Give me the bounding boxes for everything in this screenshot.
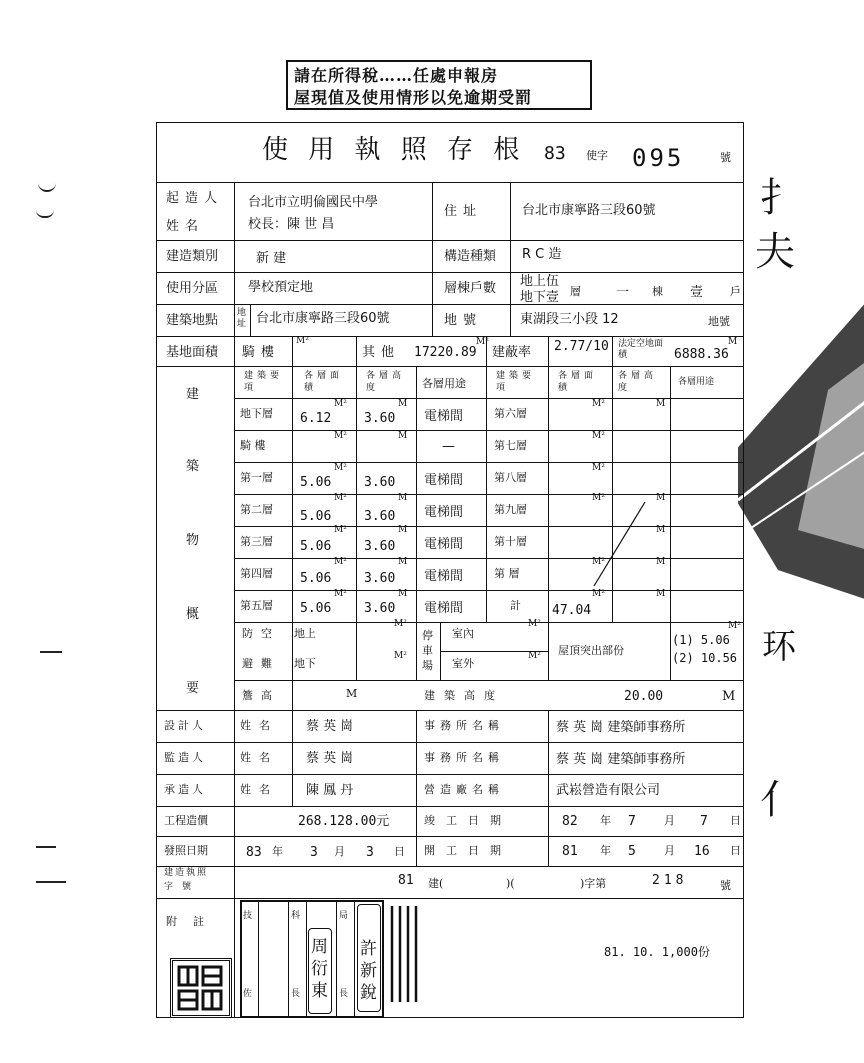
- floor-name-right: 計: [510, 599, 521, 612]
- floor-name: 第五層: [240, 599, 273, 612]
- supervisor-office: 蔡 英 崗 建築師事務所: [556, 752, 686, 767]
- cost-label: 工程造價: [164, 814, 208, 827]
- grid-line: [292, 336, 293, 366]
- roof-value-2: (2) 10.56: [672, 651, 738, 665]
- floors-count-label: 層棟戶數: [444, 281, 497, 296]
- shelter-below: 地下: [294, 657, 316, 670]
- issue-month: 3: [310, 845, 318, 860]
- build-type-value: 新 建: [256, 251, 287, 266]
- permit-ref-suffix: 號: [720, 879, 731, 892]
- section-char: 概: [186, 607, 200, 622]
- floor-use: 電梯間: [424, 409, 464, 424]
- supervisor-name-label: 姓名: [240, 751, 278, 764]
- area-unit: M²: [334, 399, 347, 409]
- area-unit: M²: [334, 557, 347, 567]
- floors-col-height-right: 各層高度: [618, 371, 658, 393]
- permit-label-1: 建造執照: [164, 868, 209, 878]
- applicant-name-label: 姓名: [166, 219, 205, 234]
- month-unit: 月: [664, 814, 675, 827]
- grid-line: [356, 336, 357, 366]
- scan-mark: [38, 180, 56, 192]
- permit-ref-mid: )(: [506, 877, 515, 890]
- floor-height: 3.60: [364, 601, 396, 616]
- sig-label: 局: [339, 911, 349, 921]
- sig-label: 長: [291, 989, 301, 999]
- height-unit: M: [398, 431, 408, 441]
- cancel-slash: [590, 500, 650, 590]
- height-unit: M: [656, 525, 666, 535]
- grid-line: [354, 900, 355, 1018]
- shelter-unit: M²: [394, 651, 407, 661]
- supervisor-label: 監造人: [164, 751, 206, 764]
- coverage-ratio: 2.77/10: [554, 339, 609, 354]
- overlap-stamp-shape: [738, 300, 864, 610]
- designer-office: 蔡 英 崗 建築師事務所: [556, 720, 686, 735]
- shelter-above: 地上: [294, 627, 316, 640]
- total-area: 47.04: [552, 603, 592, 618]
- grid-line: [234, 526, 744, 527]
- grid-line: [156, 836, 744, 837]
- contractor-label: 承造人: [164, 783, 206, 796]
- issue-day: 3: [366, 845, 374, 860]
- floor-name: 第一層: [240, 471, 273, 484]
- grid-line: [486, 336, 487, 366]
- structure-value: R C 造: [522, 247, 562, 262]
- issue-date-label: 發照日期: [164, 844, 208, 857]
- floors-col-use-right: 各層用途: [678, 377, 715, 387]
- floor-use: 電梯間: [424, 473, 464, 488]
- grid-line: [156, 866, 744, 867]
- contractor-name: 陳 鳳 丹: [306, 783, 354, 798]
- applicant-value: 台北市立明倫國民中學: [248, 195, 379, 210]
- floor-name: 第二層: [240, 503, 273, 516]
- sig-label: 長: [339, 989, 349, 999]
- area-unit: M²: [592, 557, 605, 567]
- grid-line: [548, 710, 549, 866]
- floors-col-height: 各層高度: [366, 371, 406, 393]
- completion-month: 7: [628, 814, 636, 829]
- cost-value: 268.128.00元: [298, 814, 390, 829]
- grid-line: [156, 272, 744, 273]
- parking-outdoor: 室外: [452, 657, 474, 670]
- roof-label: 屋頂突出部份: [558, 644, 624, 657]
- address-value: 台北市康寧路三段60號: [522, 203, 656, 218]
- completion-day: 7: [700, 814, 708, 829]
- other-area: 17220.89: [414, 345, 477, 360]
- legal-open-unit: M: [728, 337, 738, 347]
- month-unit: 月: [334, 845, 345, 858]
- grid-line: [670, 366, 671, 622]
- parking-indoor: 室內: [452, 627, 474, 640]
- area-unit: M²: [334, 525, 347, 535]
- permit-ref-year: 81: [398, 873, 414, 888]
- floor-height: 3.60: [364, 411, 396, 426]
- height-unit: M: [656, 493, 666, 503]
- notice-line-1: 請在所得稅……任處申報房: [294, 66, 499, 85]
- height-unit: M: [398, 589, 408, 599]
- completion-label: 竣工日期: [424, 814, 512, 827]
- floors-col-area: 各層面積: [304, 371, 344, 393]
- grid-line: [234, 590, 744, 591]
- legal-open-label: 法定空地面積: [618, 339, 664, 360]
- grid-line: [288, 900, 289, 1018]
- floor-use: —: [442, 439, 455, 454]
- form-title: 使 用 執 照 存 根: [262, 135, 526, 165]
- grid-line: [156, 710, 744, 711]
- height-unit: M: [398, 525, 408, 535]
- grid-line: [250, 304, 251, 336]
- margin-char: 亻: [760, 777, 800, 823]
- building-height: 20.00: [624, 689, 664, 704]
- floor-name-right: 第九層: [494, 503, 527, 516]
- grid-line: [258, 900, 259, 1018]
- parking-unit: M²: [528, 651, 541, 661]
- height-unit: M: [398, 493, 408, 503]
- area-unit: M²: [592, 431, 605, 441]
- grid-line: [548, 336, 549, 366]
- contractor-firm: 武崧營造有限公司: [556, 783, 661, 798]
- floor-height: 3.60: [364, 509, 396, 524]
- area-unit: M²: [334, 493, 347, 503]
- sig-label: 技: [243, 911, 253, 921]
- contractor-firm-label: 營造廠名稱: [424, 783, 504, 796]
- floor-height: 3.60: [364, 475, 396, 490]
- parking-unit: M²: [528, 619, 541, 629]
- grid-line: [612, 336, 613, 366]
- area-unit: M²: [334, 589, 347, 599]
- floor-height: 3.60: [364, 539, 396, 554]
- grid-line: [356, 366, 357, 680]
- floors-col-area-right: 各層面積: [558, 371, 598, 393]
- roof-unit: M²: [728, 621, 741, 631]
- zoning-value: 學校預定地: [248, 280, 314, 295]
- floor-use: 電梯間: [424, 569, 464, 584]
- completion-year: 82: [562, 814, 578, 829]
- shelter-label-2: 避難: [242, 657, 280, 670]
- house-count: 壹: [690, 285, 704, 300]
- designer-name: 蔡 英 崗: [306, 719, 354, 734]
- grid-line: [548, 366, 549, 680]
- lot-label: 地號: [444, 313, 483, 328]
- designer-name-label: 姓名: [240, 719, 278, 732]
- permit-year: 83: [544, 143, 566, 164]
- permit-ref-number: 218: [652, 873, 688, 888]
- margin-char: 扌: [760, 175, 800, 221]
- month-unit: 月: [664, 844, 675, 857]
- applicant-principal: 校長：陳 世 昌: [248, 217, 335, 232]
- floor-name-right: 第六層: [494, 407, 527, 420]
- applicant-label: 起造人: [166, 191, 224, 206]
- scan-mark: [36, 210, 54, 218]
- margin-char: 环: [762, 627, 796, 667]
- seal-name-1: 周衍東: [311, 937, 328, 1001]
- contractor-name-label: 姓名: [240, 783, 278, 796]
- area-unit: M²: [592, 463, 605, 473]
- grid-line: [156, 898, 744, 899]
- coverage-label: 建蔽率: [492, 345, 532, 360]
- grid-line: [292, 366, 293, 710]
- arcade-label: 騎樓: [242, 345, 281, 360]
- designer-office-label: 事務所名稱: [424, 719, 504, 732]
- floor-height: 3.60: [364, 571, 396, 586]
- floors-above: 地上伍: [520, 274, 560, 289]
- grid-line: [234, 680, 744, 681]
- registration-stamp-lines: [386, 902, 422, 1012]
- print-stamp: 81. 10. 1,000份: [604, 945, 710, 959]
- floors-col-item: 建築要項: [244, 371, 284, 393]
- building-height-unit: M: [722, 689, 736, 704]
- grid-line: [234, 430, 744, 431]
- scan-mark: [36, 840, 56, 848]
- height-unit: M: [656, 589, 666, 599]
- house-unit: 戶: [730, 285, 741, 298]
- sig-label: 佐: [243, 989, 253, 999]
- floor-name-right: 第十層: [494, 535, 527, 548]
- scan-mark: [36, 875, 66, 883]
- address-tag: 地址: [237, 308, 247, 329]
- floor-use: 電梯間: [424, 601, 464, 616]
- floor-use: 電梯間: [424, 505, 464, 520]
- grid-line: [292, 710, 293, 806]
- address-label: 住址: [444, 204, 483, 219]
- floor-area: 5.06: [300, 509, 332, 524]
- section-char: 物: [186, 533, 200, 548]
- grid-line: [416, 836, 417, 866]
- section-char: 要: [186, 681, 200, 696]
- permit-ref-zi: )字第: [580, 877, 607, 890]
- registration-stamp: [386, 902, 422, 1012]
- permit-label-2: 字號: [164, 882, 201, 892]
- floor-use: 電梯間: [424, 537, 464, 552]
- lot-value: 東湖段三小段 12: [520, 312, 619, 327]
- start-date-label: 開工日期: [424, 844, 512, 857]
- height-unit: M: [398, 557, 408, 567]
- grid-line: [156, 366, 744, 367]
- floors-below: 地下壹: [520, 290, 560, 305]
- day-unit: 日: [730, 844, 741, 857]
- square-seal-glyphs: [173, 961, 229, 1015]
- sig-label: 科: [291, 911, 301, 921]
- permit-suffix: 號: [720, 151, 731, 164]
- notice-line-2: 屋現值及使用情形以免逾期受罰: [294, 88, 533, 107]
- year-unit: 年: [600, 814, 611, 827]
- grid-line: [306, 900, 307, 1018]
- notice-stamp: [286, 60, 592, 110]
- build-type-label: 建造類別: [166, 249, 219, 264]
- floor-area: 6.12: [300, 411, 332, 426]
- start-day: 16: [694, 844, 710, 859]
- grid-line: [234, 182, 235, 1018]
- permit-number: 095: [632, 144, 685, 172]
- arcade-unit: M²: [296, 336, 309, 346]
- parking-label: 停車場: [422, 629, 433, 672]
- eaves-label: 簷高: [242, 689, 280, 702]
- height-unit: M: [656, 399, 666, 409]
- zoning-label: 使用分區: [166, 281, 219, 296]
- building-unit: 棟: [652, 285, 663, 298]
- grid-line: [156, 806, 744, 807]
- grid-line: [156, 336, 744, 337]
- seal-name-2: 許新銳: [360, 939, 377, 1003]
- section-char: 建: [186, 387, 200, 402]
- floor-unit: 層: [570, 285, 581, 298]
- grid-line: [156, 742, 744, 743]
- grid-line: [156, 304, 744, 305]
- floors-col-item-right: 建築要項: [496, 371, 536, 393]
- grid-line: [336, 900, 337, 1018]
- grid-line: [234, 622, 744, 623]
- area-unit: M²: [592, 493, 605, 503]
- height-unit: M: [398, 399, 408, 409]
- floor-name: 地下層: [240, 407, 273, 420]
- floor-name-right: 第七層: [494, 439, 527, 452]
- grid-line: [670, 622, 671, 680]
- section-char: 築: [186, 459, 200, 474]
- lot-suffix: 地號: [708, 315, 730, 328]
- structure-label: 構造種類: [444, 249, 497, 264]
- floor-name-right: 第八層: [494, 471, 527, 484]
- grid-line: [432, 182, 433, 336]
- site-area-label: 基地面積: [166, 345, 219, 360]
- supervisor-name: 蔡 英 崗: [306, 751, 354, 766]
- legal-open-area: 6888.36: [674, 347, 729, 362]
- floor-area: 5.06: [300, 571, 332, 586]
- building-height-label: 建築高度: [424, 689, 504, 702]
- grid-line: [234, 558, 744, 559]
- shelter-label-1: 防空: [242, 627, 280, 640]
- permit-word: 使字: [586, 149, 608, 162]
- floor-area: 5.06: [300, 601, 332, 616]
- area-unit: M²: [334, 463, 347, 473]
- grid-line: [234, 494, 744, 495]
- supervisor-office-label: 事務所名稱: [424, 751, 504, 764]
- issue-year: 83: [246, 845, 262, 860]
- floor-area: 5.06: [300, 475, 332, 490]
- start-year: 81: [562, 844, 578, 859]
- shelter-unit: M²: [394, 619, 407, 629]
- designer-label: 設計人: [164, 719, 206, 732]
- other-label: 其他: [362, 345, 401, 360]
- permit-ref-jian: 建(: [428, 877, 444, 890]
- grid-line: [510, 182, 511, 336]
- building-count: 一: [616, 285, 630, 300]
- height-unit: M: [656, 557, 666, 567]
- grid-line: [156, 774, 744, 775]
- grid-line: [416, 710, 417, 836]
- floor-area: 5.06: [300, 539, 332, 554]
- overlap-stamp: [738, 300, 864, 610]
- grid-line: [416, 366, 417, 680]
- grid-line: [156, 182, 744, 183]
- year-unit: 年: [272, 845, 283, 858]
- area-unit: M²: [334, 431, 347, 441]
- floor-name: 第四層: [240, 567, 273, 580]
- eaves-unit: M: [346, 687, 358, 700]
- grid-line: [486, 366, 487, 622]
- location-value: 台北市康寧路三段60號: [256, 311, 390, 326]
- day-unit: 日: [730, 814, 741, 827]
- square-seal: [170, 958, 232, 1018]
- area-unit: M²: [592, 589, 605, 599]
- grid-line: [156, 240, 744, 241]
- floor-name: 第三層: [240, 535, 273, 548]
- grid-line: [234, 462, 744, 463]
- start-month: 5: [628, 844, 636, 859]
- floor-name-right: 第 層: [494, 567, 520, 580]
- floors-col-use: 各層用途: [422, 377, 466, 390]
- margin-char: 夫: [755, 229, 795, 275]
- scan-mark: [40, 645, 62, 653]
- year-unit: 年: [600, 844, 611, 857]
- location-label: 建築地點: [166, 313, 219, 328]
- other-unit: M²: [476, 337, 489, 347]
- floor-name: 騎 樓: [240, 439, 266, 452]
- roof-value-1: (1) 5.06: [672, 633, 730, 647]
- grid-line: [234, 398, 744, 399]
- day-unit: 日: [394, 845, 405, 858]
- area-unit: M²: [592, 399, 605, 409]
- remark-label: 附註: [166, 915, 220, 928]
